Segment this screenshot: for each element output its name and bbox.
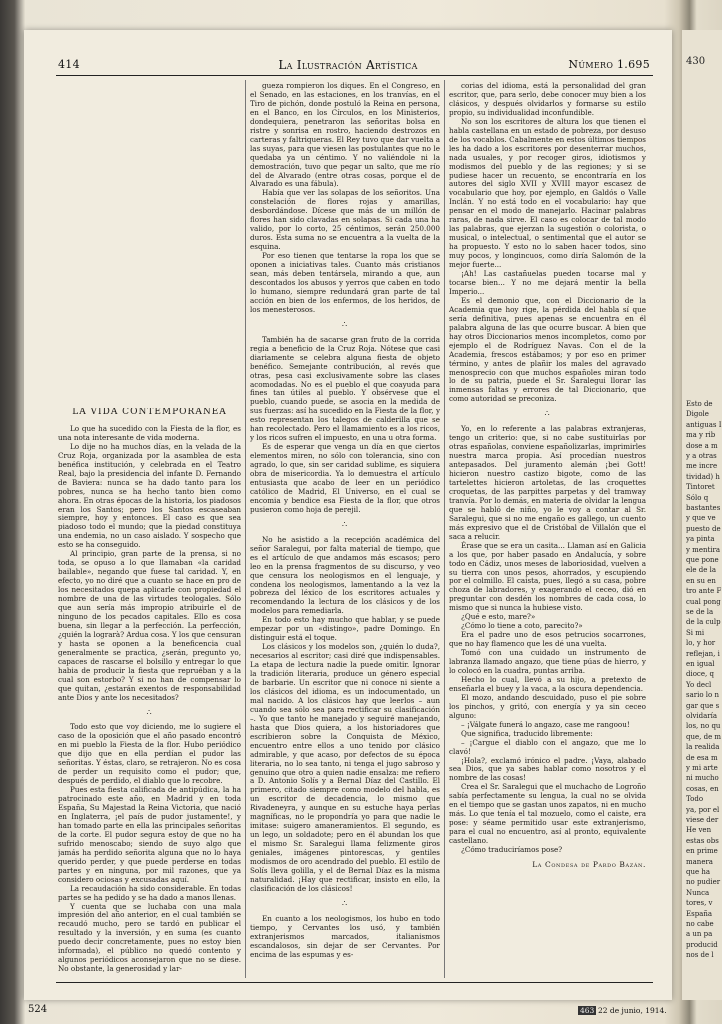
paragraph: Es de esperar que venga un día en que ciertos elementos miren, no sólo con tolerancia, sino con agrado, lo que, sin ser caridad sublime, es siquiera obra de misericordia. Ya lo demuestra el artículo entusiasta que acabo de leer en un periódico católico de Madrid, El Universo, en el cual se encomia y bendice esa Fiesta de la flor, que otros pusieron como hoja de perejil. — [250, 442, 440, 514]
paragraph: Crea el Sr. Saralegui que el muchacho de Logroño sabía perfectamente su lengua, la cual no se olvida en el tiempo que se gastan unos zapatos, ni en mucho más. Lo que tenía el tal mozuelo, como el caiste, era pose: y séame permitido usar este extranjerismo, para el cual no encuentro, así al pronto, equivalente castellano. — [449, 782, 646, 846]
right-page-line: dioce, q — [686, 670, 714, 679]
folio-number: 524 — [28, 1004, 48, 1015]
paragraph: En todo esto hay mucho que hablar, y se puede empezar por un «distingo», padre Domingo. En distinguir está el toque. — [250, 615, 440, 643]
right-page-line: Digole — [686, 410, 709, 419]
right-page-line: olvidaría — [686, 712, 718, 720]
paragraph: Había que ver las solapas de los señoritos. Una constelación de flores rojas y amarillas, desbordándose. Dícese que más de un millón de flores han sido clavadas en solapas. Si cada una ha valido, por lo corto, 25 céntimos, serán 250.000 duros. Esta suma no se encuentra a la vuelta de la esquina. — [250, 188, 440, 252]
paragraph: Era el padre uno de esos petrucios socarrones, que no hay flamenco que les dé una vuelta. — [449, 630, 646, 649]
right-page-line: He ven — [686, 826, 712, 835]
column-divider — [245, 80, 246, 978]
archive-stamp: 463 — [580, 1006, 595, 1015]
right-page-line: de esa m — [686, 753, 718, 762]
right-page-line: Si mi — [686, 628, 705, 637]
right-page-line: y mentira — [686, 545, 721, 554]
paragraph: Por eso tienen que tentarse la ropa los que se oponen a iniciativas tales. Cuanto más cristianos sean, más deben tentársela, mirando a que, aun descontados los abusos y yerros que caben en todo lo humano, siempre redundará gran parte de tal acción en bien de los enfermos, de los heridos, de los menesterosos. — [250, 251, 440, 314]
right-page-line: que, de m — [686, 732, 722, 741]
right-page-line: de la culp — [686, 618, 721, 627]
column-1-body — [58, 425, 241, 974]
right-page-line: sario lo n — [686, 691, 719, 700]
right-page-line: no pudier — [686, 878, 721, 887]
left-page — [24, 30, 672, 1000]
right-page-line: se de la — [686, 608, 714, 616]
right-page-line: que pone — [686, 556, 719, 564]
header-rule — [56, 75, 653, 76]
right-page-line: puesto de — [686, 524, 721, 533]
paragraph: Todo esto que voy diciendo, me lo sugiere el caso de la oposición que el año pasado encontró en mi pueblo la Fiesta de la flor. Hubo periódico que dijo que en ella perdían el pudor las señoritas. Y éstas, claro, se retrajeron. No es cosa de perder un requisito como el pudor; que, después de perdido, el diablo que lo recobre. — [58, 722, 241, 786]
paragraph: Es el demonio que, con el Diccionario de la Academia que hoy rige, la pérdida del habla sí que sería definitiva, pues apenas se encuentra en él palabra alguna de las que ocurre buscar. A bien que hay otros Diccionarios menos incompletos, como por ejemplo el de Rodríguez Navas. Con el de la Academia, frescos estábamos; y por eso en primer término, y antes de plañir los males del agravado menosprecio con que muchos españoles miran todo lo de su patria, puede el Sr. Saralegui llorar las inmensas faltas y errores de tal Diccionario, que como autoridad se preconiza. — [449, 295, 646, 404]
right-page-line: manera — [686, 857, 713, 866]
section-ornament: ∴ — [341, 898, 349, 908]
column-2-body — [250, 82, 440, 960]
paragraph: Tomó con una cuidado un instrumento de labranza llamado angazo, que tiene púas de hierro, y lo colocó en la cuadra, puntas arriba. — [449, 648, 646, 675]
right-page-line: estas obs — [686, 836, 719, 845]
right-page-line: ele de la — [686, 566, 717, 575]
paragraph: ¡Ah! Las castañuelas pueden tocarse mal y tocarse bien... Y no me dejará mentir la bella Imperio... — [449, 269, 646, 296]
column-divider — [444, 80, 445, 978]
column-1 — [58, 408, 241, 978]
right-page-line: Todo — [686, 795, 704, 804]
right-page-line: producid — [686, 940, 718, 949]
paragraph: Yo, en lo referente a las palabras extranjeras, tengo un criterio: que, si no cabe sustituirlas por otras españolas, conviene españolizarlas, imprimirles nuestra marca propia. Así procedían nuestros antepasados. Del juramento alemán ¡bei Gott! hicieron nuestro castizo bigote, como de las tartelettes hicieron artoletas, de las croquettes croquetas, de las parpittes parpetas y del tramway tranvía. Por lo demás, en materia de olvidar la lengua que se habló de niño, yo le voy a contar al Sr. Saralegui, que si no me engaño es gallego, un cuento más expresivo que el de Cristóbal de Villalón que el saca a relucir. — [449, 424, 646, 541]
paragraph: Y cuenta que se luchaba con una mala impresión del año anterior, en el cual también se recaudó mucho, pero se tardó en publicar el resultado y la inversión, y en suma (es cuanto puedo decir concretamente, pues no estoy bien informada), el público no quedó contento y algunos periódicos aconsejaron que no se diese. No obstante, la generosidad y lar- — [58, 901, 241, 974]
right-page-line: viese der — [686, 816, 719, 824]
paragraph: Los clásicos y los modelos son, ¿quién lo duda?, necesarios al escritor; casi diré que indispensables. La etapa de lectura nadie la puede omitir. Ignorar la tradición literaria, produce un género especial de barbarie. Un escritor que ni conoce ni siente a los clásicos del idioma, es un indocumentado, un mal nacido. A los clásicos hay que leerlos – aun cuando sea sólo sea para rectificar su clasificación –. Yo que tanto he manejado y seguiré manejando, hasta que Dios quiera, a los historiadores que escribieron sobre la Conquista de México, encuentro entre ellos a uno tenido por clásico admirable, y que acaso, por defectos de su época literaria, no lo sea tanto, ni tenga el jugo sabroso y genuino que otro a quien nadie ensalza: me refiero a D. Antonio Solís y a Bernal Díaz del Castillo. El primero, citado siempre como modelo del habla, es un escritor de decadencia, lo mismo que Rivadeneyra, y aunque en su estuche haya perlas magníficas, no le propondría yo para que nadie le imitase: suigero amaneramientos. El segundo, es un lego, un soldadote; pero en él abundan los que el mismo Sr. Saralegui llama felizmente giros geniales, imágenes pintorescas, y gentiles modismos de oro acendrado del pueblo. El estilo de Solís lleva golilla, y el de Bernal Díaz es la misma naturalidad. ¡Hay que rectificar, insisto en ello, la clasificación de los clásicos! — [250, 642, 440, 893]
paragraph: Pues esta fiesta calificada de antipúdica, la ha patrocinado este año, en Madrid y en toda España, Su Majestad la Reina Victoria, que nació en Inglaterra, ¡el país de pudor justamente!, y han tomado parte en ella las principales señoritas de la corte. El pudor segura estoy de que no ha sufrido menoscabo; siendo de suyo algo que jamás ha perdido señorita alguna que no lo haya querido perder, y que puede perderse en todas partes y en ninguna, por mil razones, que ya considero ociosas y excusadas aquí. — [58, 785, 241, 884]
paragraph: ¿Cómo traduciríamos pose? — [461, 845, 563, 855]
right-page-line: en igual — [686, 660, 715, 668]
paragraph: Lo dije no ha muchos días, en la velada de la Cruz Roja, organizada por la asamblea de esta benéfica institución, y celebrada en el Teatro Real, bajo la presidencia del infante D. Fernando de Baviera: nunca se ha dado tanto para los pobres, nunca se ha hecho tanto bien como ahora. En otras épocas de la historia, los piadosos eran los Santos; pero los Santos escaseaban siempre, hoy y entonces. El caso es que sea piadoso todo el mundo; que la piedad constituya una endemia, no un caso aislado. Y sospecho que esto se ha conseguido. — [58, 441, 241, 550]
right-page-line: antiguas I — [686, 420, 722, 429]
right-page-line: tividad) h — [686, 472, 720, 481]
paragraph: – ¡Válgate funerá lo angazo, case me rangoou! — [461, 719, 630, 729]
section-title: LA VIDA CONTEMPORÁNEA — [72, 408, 227, 417]
right-page-line: ni mucho — [686, 774, 719, 783]
right-page-line: y que ve — [686, 514, 716, 523]
right-page-line: me incre — [686, 462, 718, 471]
right-page-number: 430 — [686, 56, 706, 67]
right-page-line: cosas, en — [686, 784, 719, 793]
right-page-line: Sólo q — [686, 493, 709, 502]
right-page-line: y mi arte — [686, 764, 718, 772]
paragraph: Al principio, gran parte de la prensa, si no toda, se opuso a lo que llamaban «la caridad bailable», negando que fuese tal caridad. Y, en efecto, yo no diré que a cuanto se hace en pro de los necesitados quepa aplicarle con propiedad el nombre de una de las virtudes teologales. Sólo que aun sería más impropio atribuirle el de ninguno de los pecados capitales. Ello es cosa buena, sin llegar a la perfección. La perfección, ¿quién la lograrà? Ardua cosa. Y los que censuran y hasta se oponen a la beneficencia cual generalmente se practica, ¿serán, pregunto yo, capaces de rascarse el bolsillo y entregar lo que habia de producir la fiesta que repruéban y a la cual son estorbo? Y si no han de compensar lo que quitan, ¿estarán exentos de responsabilidad ante Dios y ante los necesitados? — [58, 549, 241, 702]
paragraph: Que significa, traducido libremente: — [461, 728, 593, 738]
right-page-line: no cabe — [686, 920, 714, 928]
right-page-line: ma y rib — [686, 431, 716, 440]
paragraph: ¡Hola?, exclamó irónico el padre. ¡Vaya, alabado sea Dios, que ya sabes hablar como nosotros y el nombre de las cosas! — [449, 755, 646, 783]
signature: La Condesa de Pardo Bazán. — [532, 860, 646, 870]
right-page-line: y a otras — [686, 452, 717, 460]
section-ornament: ∴ — [544, 409, 551, 419]
right-page-line: que ha — [686, 868, 711, 876]
paragraph: gueza rompieron los diques. En el Congreso, en el Senado, en las estaciones, en los tranvías, en el Tiro de pichón, donde postuló la Reina en persona, en el Banco, en los Círculos, en los Ministerios, dondequiera, penetraron las señoritas bolsa en ristre y sonrisa en rostro, haciendo destrozos en carteras y faltriqueras. El Rey tuvo que dar vuelta a las suyas, para que viesen las postulantes que no le quedaba ya un céntimo. Y no valiéndole ni la demostración, tuvo que pegar un salto, que me río del de Alvarado (entre otras cosas, porque el de Alvarado es una fábula). — [250, 82, 440, 189]
right-page-line: reflejan, i — [686, 649, 720, 658]
page-number: 414 — [58, 58, 80, 71]
section-ornament: ∴ — [341, 519, 349, 529]
right-page-line: la realida — [686, 743, 720, 752]
right-page-line: Esto de — [686, 400, 713, 408]
right-page-edge — [682, 30, 722, 1000]
right-page-line: Yo decl — [686, 680, 712, 689]
column-3-body — [449, 82, 646, 855]
section-ornament: ∴ — [146, 707, 153, 717]
footer-rule — [56, 982, 653, 983]
right-page-line: España — [686, 909, 713, 918]
issue-number: Número 1.695 — [568, 58, 650, 71]
right-page-line: los, no qu — [686, 722, 721, 731]
paragraph: ¿Cómo lo tiene a coto, parecito?» — [461, 621, 583, 631]
paragraph: Hecho lo cual, llevó a su hijo, a pretexto de enseñarla el buey y la vaca, a la oscura dependencia. — [449, 674, 646, 693]
paragraph: El mozo, andando descuidado, puso el pie sobre los pinchos, y gritó, con energía y ya sin ceceo alguno: — [449, 692, 646, 720]
right-page-line: ya, por el — [686, 805, 720, 814]
journal-title: La Ilustración Artística — [278, 58, 418, 72]
right-page-line: a un pa — [686, 930, 713, 939]
paragraph: No he asistido a la recepción académica del señor Saralegui, por falta material de tiempo, que es el artículo de que andamos más escasos; pero leo en la prensa fragmentos de su discurso, y veo que censura los neologismos en el lenguaje, y condena los neologismos, lamentando a la vez la pobreza del léxico de los escritores actuales y recomendando la lectura de los clásicos y de los modelos para remediarla. — [250, 534, 440, 616]
right-page-line: Nunca — [686, 888, 710, 897]
paragraph: – ¡Cargue el diablo con el angazo, que me lo clavó! — [449, 737, 646, 756]
paragraph: También ha de sacarse gran fruto de la corrida regia a beneficio de la Cruz Roja. Nótese que casi diariamente se celebra alguna fiesta de objeto benéfico. Semejante contribución, al revés que otras, pesa casi exclusivamente sobre las clases acomodadas. No es el pueblo el que coayuda para fines tan útiles al pueblo. Y obsérvese que el pueblo, cuando puede, se asocia en la medida de sus fuerzas: así ha sucedido en la Fiesta de la flor, y esto representan los talegos de calderilla que se han recolectado. Pero el llamamiento es a los ricos, y los ricos sufren el impuesto, en una u otra forma. — [250, 334, 440, 443]
right-page-line: lo, y hor — [686, 639, 716, 648]
right-page-line: tores, v — [686, 899, 713, 908]
right-page-line: dose a m — [686, 441, 718, 450]
paragraph: corias del idioma, está la personalidad del gran escritor, que, para serlo, debe conocer muy bien a los clásicos, y después olvidarlos y formarse su estilo propio, su individualidad inconfundible. — [449, 82, 646, 117]
right-page-line: cual pong — [686, 597, 721, 606]
paragraph: En cuanto a los neologismos, los hubo en todo tiempo, y Cervantes los usó, y también extranjerismos marcados, italianismos escandalosos, sin dejar de ser Cervantes. Por encima de las espumas y es- — [250, 913, 440, 959]
paragraph: La recaudación ha sido considerable. En todas partes se ha pedido y se ha dado a manos llenas. — [58, 883, 241, 902]
section-ornament: ∴ — [341, 319, 349, 329]
column-2 — [250, 82, 440, 978]
column-3 — [449, 82, 646, 978]
right-page-line: Tintoret — [686, 483, 715, 492]
right-page-line: nos de l — [686, 951, 714, 960]
paragraph: Lo que ha sucedido con la Fiesta de la flor, es una nota interesante de vida moderna. — [58, 423, 241, 442]
right-page-line: en su en — [686, 576, 716, 585]
paragraph: Érase que se era un casita... Llaman así en Galicia a los que, por haber pasado en Andalucía, y sobre todo en Cádiz, unos meses de laboriosidad, vuelven a su tierra con unos pesos, ahorrados, y escupiendo por el colmillo. El caista, pues, llegó a su casa, pobre choza de labradores, y exagerando el ceceo, dió en preguntar con desdén los nombres de cada cosa, lo mismo que si nunca la hubiese visto. — [449, 540, 646, 613]
paragraph: No son los escritores de altura los que tienen el habla castellana en un estado de pobreza, por desuso de los vocablos. Cabalmente en estos últimos tiempos les ha dado a los escritores por desenterrar muchos, nada usuales, y por recoger giros, idiotismos y modismos del pueblo y de las regiones; y si se pudiese hacer un recuento, se encontraría en los autores del siglo XVII y XVIII mayor escasez de vocabulario que hoy, por ejemplo, en Galdós o Valle Inclán. Y no está todo en el vocabulario: hay que pensar en el modo de manejarlo. Hacinar palabras raras, de nada sirve. El caso es colocar de tal modo las palabras, que ejerzan la sugestión o colorista, o musical, o intelectual, o sentimental que el autor se ha propuesto. Y esto no lo saben hacer todos, sino muy pocos, y longincuos, como diría Salomón de la mejor fuerte... — [449, 116, 646, 270]
paragraph: ¿Qué e esto, mare?» — [461, 612, 536, 622]
right-page-line: tro ante F — [686, 587, 722, 596]
right-page-line: bastantes — [686, 504, 721, 512]
right-page-line: en prime — [686, 847, 718, 856]
footer-date: 22 de junio, 1914. — [598, 1006, 667, 1015]
right-page-line: gar que s — [686, 701, 720, 710]
right-page-line: ya pinta — [686, 535, 715, 544]
